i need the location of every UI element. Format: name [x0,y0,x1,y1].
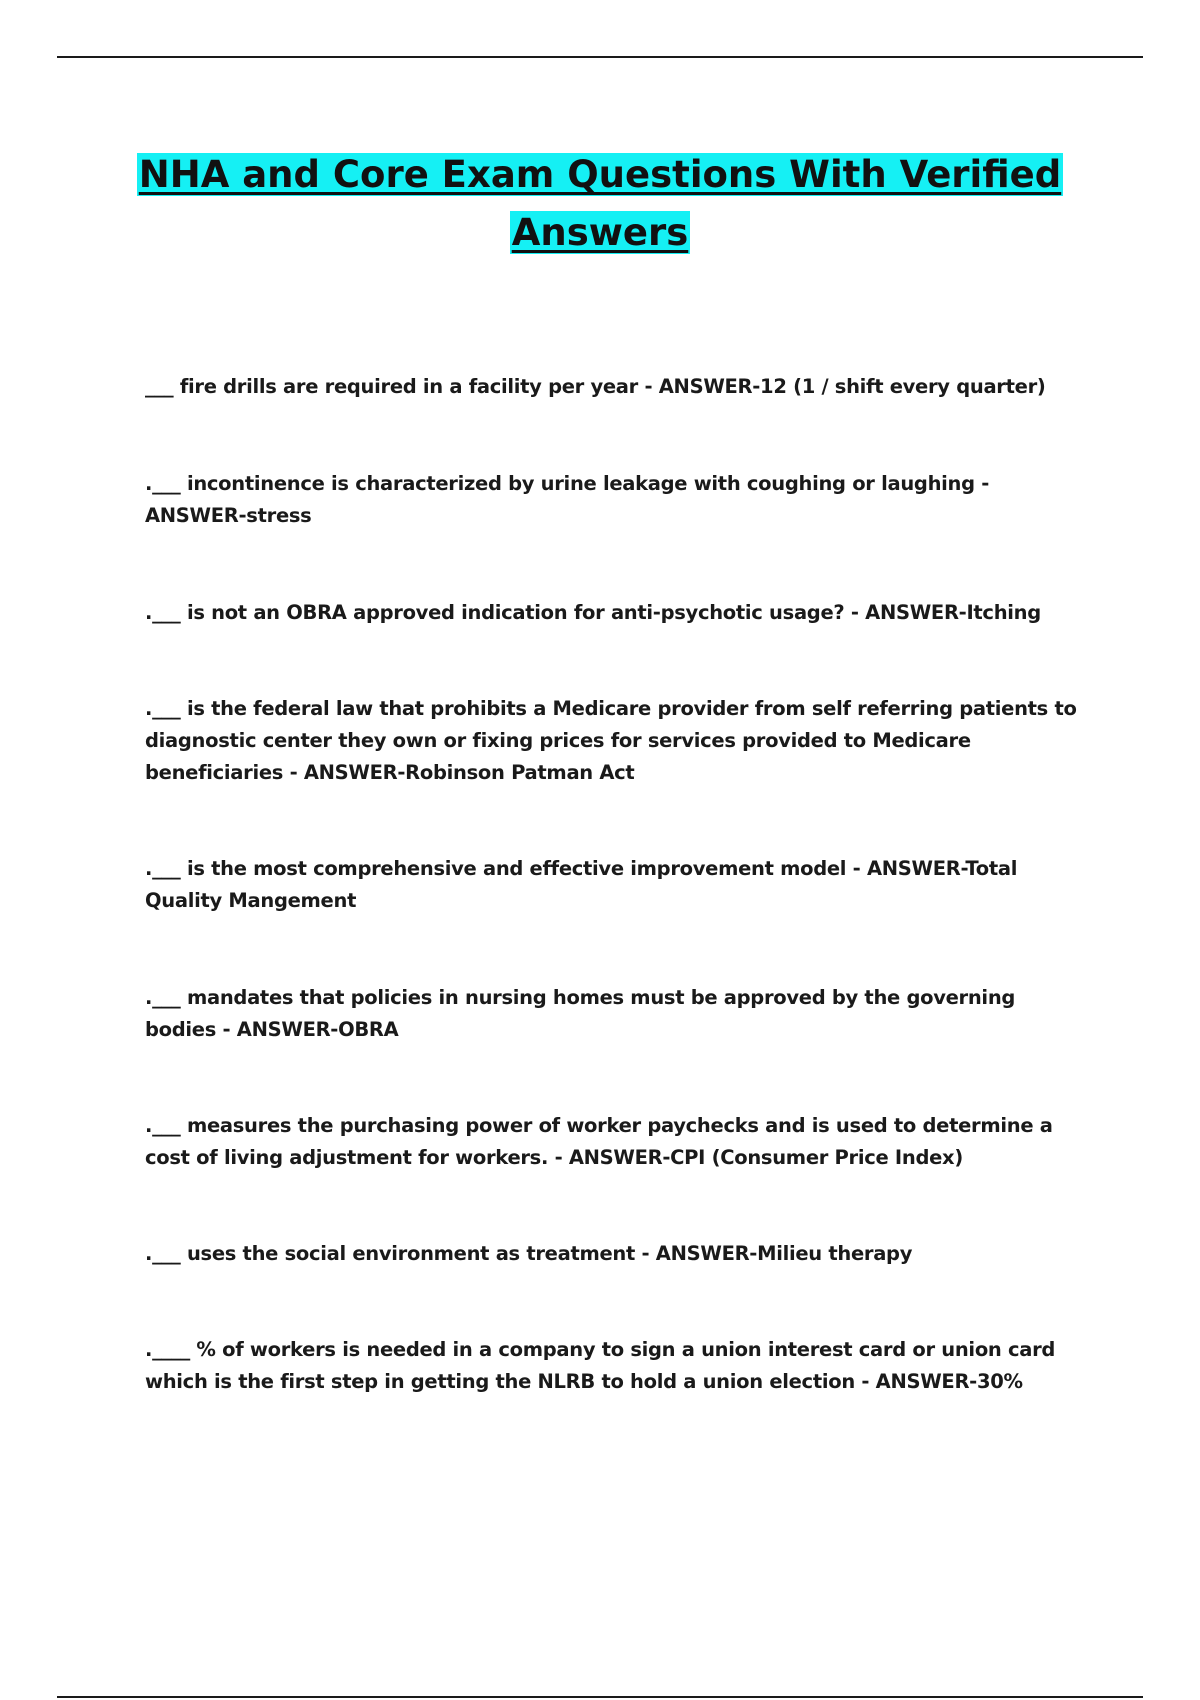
header-rule [57,56,1143,58]
qa-item-6: .___ mandates that policies in nursing homes must be approved by the governing bodies - ANSWER-OBRA [145,986,1016,1041]
qa-item-9: .____ % of workers is needed in a company to sign a union interest card or union card which is the first step in getting the NLRB to hold a union election - ANSWER-30% [145,1338,1056,1393]
qa-item-8: .___ uses the social environment as treatment - ANSWER-Milieu therapy [145,1242,913,1265]
qa-item-2: .___ incontinence is characterized by urine leakage with coughing or laughing - ANSWER-stress [145,472,990,527]
qa-item-3: .___ is not an OBRA approved indication for anti-psychotic usage? - ANSWER-Itching [145,601,1041,624]
qa-item-1: ___ fire drills are required in a facility per year - ANSWER-12 (1 / shift every quarter) [145,375,1046,398]
footer-rule [57,1696,1143,1698]
qa-item-4: .___ is the federal law that prohibits a Medicare provider from self referring patients to diagnostic center they own or fixing prices for services provided to Medicare beneficiaries - ANSWER-Robinson Patman Act [145,697,1077,784]
qa-item-7: .___ measures the purchasing power of worker paychecks and is used to determine a cost of living adjustment for workers. - ANSWER-CPI (Consumer Price Index) [145,1114,1053,1169]
qa-item-5: .___ is the most comprehensive and effective improvement model - ANSWER-Total Quality Mangement [145,857,1018,912]
title-block [100,146,1100,262]
document-title: NHA and Core Exam Questions With Verified Answers [138,153,1062,254]
